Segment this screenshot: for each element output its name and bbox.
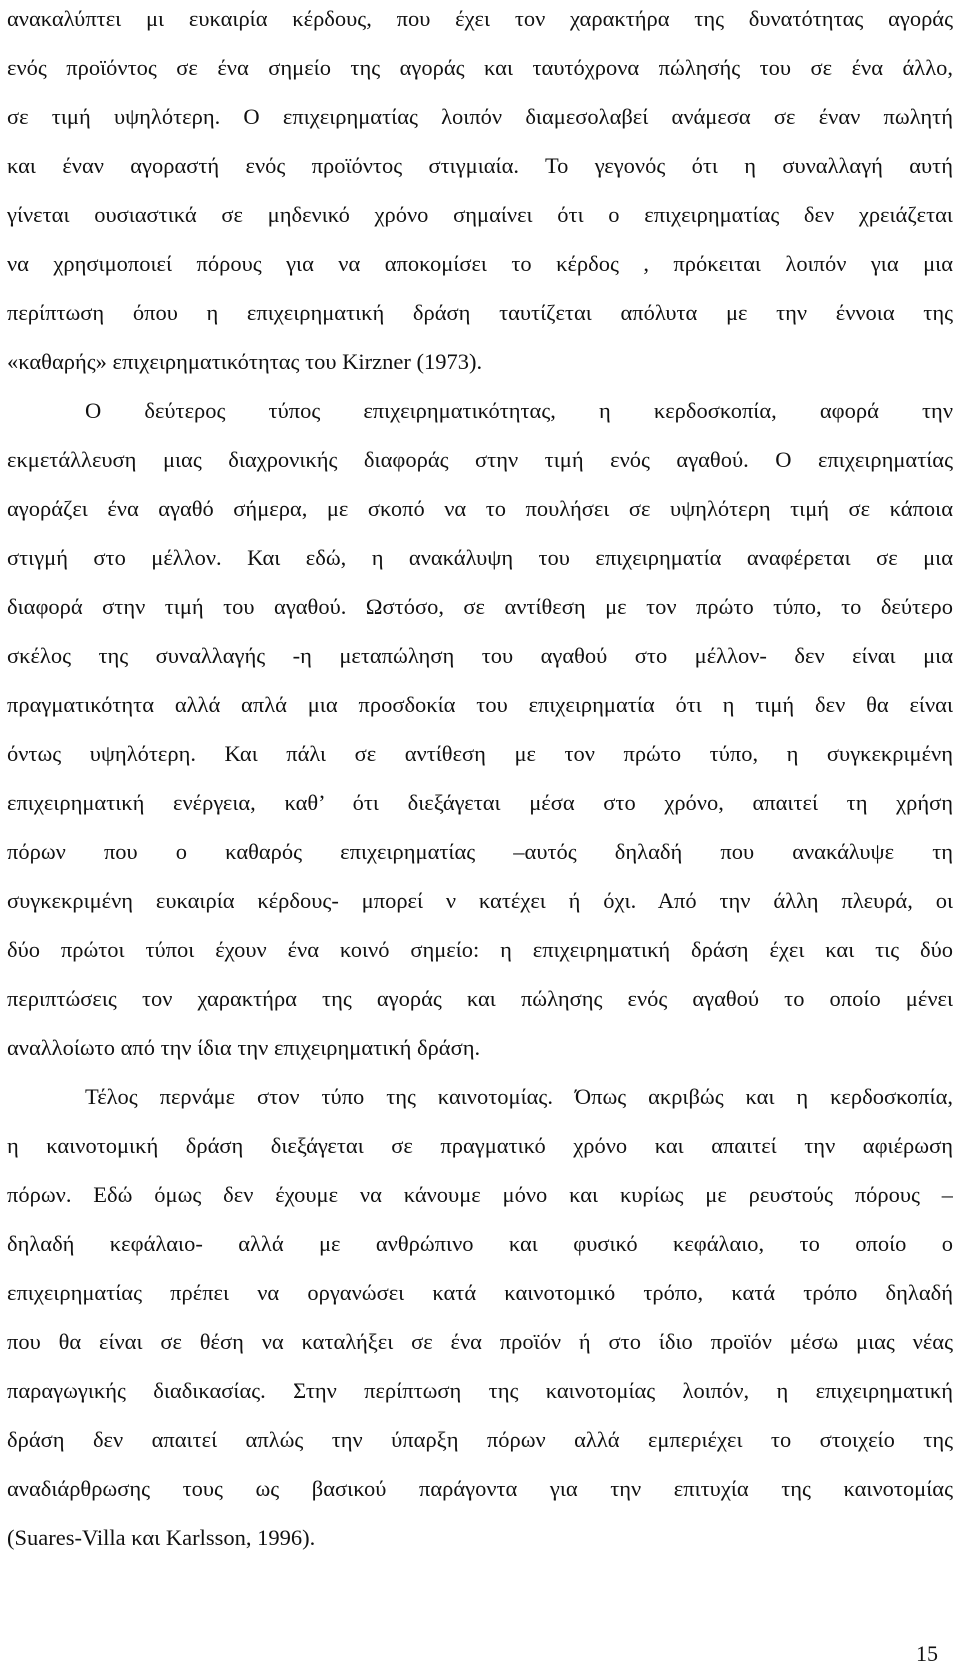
text-line: στιγμή στο μέλλον. Και εδώ, η ανακάλυψη του επιχειρηματία αναφέρεται σε μια xyxy=(7,545,953,570)
text-line: (Suares-Villa και Karlsson, 1996). xyxy=(7,1525,316,1550)
text-line: παραγωγικής διαδικασίας. Στην περίπτωση της καινοτομίας λοιπόν, η επιχειρηματική xyxy=(7,1378,953,1403)
text-line: πόρων που ο καθαρός επιχειρηματίας –αυτός δηλαδή που ανακάλυψε τη xyxy=(7,839,953,864)
text-line: σκέλος της συναλλαγής -η μεταπώληση του αγαθού στο μέλλον- δεν είναι μια xyxy=(7,643,953,668)
text-line: αναλλοίωτο από την ίδια την επιχειρηματική δράση. xyxy=(7,1035,481,1060)
text-line: Ο δεύτερος τύπος επιχειρηματικότητας, η κερδοσκοπία, αφορά την xyxy=(85,398,953,423)
text-line: αναδιάρθρωσης τους ως βασικού παράγοντα για την επιτυχία της καινοτομίας xyxy=(7,1476,953,1501)
text-line: Τέλος περνάμε στον τύπο της καινοτομίας. Όπως ακριβώς και η κερδοσκοπία, xyxy=(85,1084,953,1109)
text-line: πόρων. Εδώ όμως δεν έχουμε να κάνουμε μόνο και κυρίως με ρευστούς πόρους – xyxy=(7,1182,953,1207)
paragraph-1 xyxy=(7,0,953,386)
text-line: που θα είναι σε θέση να καταλήξει σε ένα προϊόν ή στο ίδιο προϊόν μέσω μιας νέας xyxy=(7,1329,953,1354)
text-line: διαφορά στην τιμή του αγαθού. Ωστόσο, σε αντίθεση με τον πρώτο τύπο, το δεύτερο xyxy=(7,594,953,619)
paragraph-3 xyxy=(7,1072,953,1562)
text-line: ανακαλύπτει μι ευκαιρία κέρδους, που έχει τον χαρακτήρα της δυνατότητας αγοράς xyxy=(7,6,953,31)
text-line: επιχειρηματίας πρέπει να οργανώσει κατά καινοτομικό τρόπο, κατά τρόπο δηλαδή xyxy=(7,1280,953,1305)
text-line: περίπτωση όπου η επιχειρηματική δράση ταυτίζεται απόλυτα με την έννοια της xyxy=(7,300,953,325)
text-line: να χρησιμοποιεί πόρους για να αποκομίσει το κέρδος , πρόκειται λοιπόν για μια xyxy=(7,251,953,276)
text-line: συγκεκριμένη ευκαιρία κέρδους- μπορεί ν κατέχει ή όχι. Από την άλλη πλευρά, οι xyxy=(7,888,953,913)
text-line: γίνεται ουσιαστικά σε μηδενικό χρόνο σημαίνει ότι ο επιχειρηματίας δεν χρειάζεται xyxy=(7,202,953,227)
text-line: πραγματικότητα αλλά απλά μια προσδοκία του επιχειρηματία ότι η τιμή δεν θα είναι xyxy=(7,692,953,717)
body-text xyxy=(7,0,953,1562)
text-line: αγοράζει ένα αγαθό σήμερα, με σκοπό να το πουλήσει σε υψηλότερη τιμή σε κάποια xyxy=(7,496,953,521)
text-line: εκμετάλλευση μιας διαχρονικής διαφοράς στην τιμή ενός αγαθού. Ο επιχειρηματίας xyxy=(7,447,953,472)
text-line: «καθαρής» επιχειρηματικότητας του Kirzner (1973). xyxy=(7,349,483,374)
text-line: η καινοτομική δράση διεξάγεται σε πραγματικό χρόνο και απαιτεί την αφιέρωση xyxy=(7,1133,953,1158)
text-line: περιπτώσεις τον χαρακτήρα της αγοράς και πώλησης ενός αγαθού το οποίο μένει xyxy=(7,986,953,1011)
text-line: σε τιμή υψηλότερη. Ο επιχειρηματίας λοιπόν διαμεσολαβεί ανάμεσα σε έναν πωλητή xyxy=(7,104,953,129)
text-line: δύο πρώτοι τύποι έχουν ένα κοινό σημείο: η επιχειρηματική δράση έχει και τις δύο xyxy=(7,937,953,962)
text-line: επιχειρηματική ενέργεια, καθ’ ότι διεξάγεται μέσα στο χρόνο, απαιτεί τη χρήση xyxy=(7,790,953,815)
text-line: ενός προϊόντος σε ένα σημείο της αγοράς και ταυτόχρονα πώλησής του σε ένα άλλο, xyxy=(7,55,953,80)
page-number: 15 xyxy=(916,1641,938,1666)
text-line: και έναν αγοραστή ενός προϊόντος στιγμιαία. Το γεγονός ότι η συναλλαγή αυτή xyxy=(7,153,953,178)
text-line: δράση δεν απαιτεί απλώς την ύπαρξη πόρων αλλά εμπεριέχει το στοιχείο της xyxy=(7,1427,953,1452)
text-line: δηλαδή κεφάλαιο- αλλά με ανθρώπινο και φυσικό κεφάλαιο, το οποίο ο xyxy=(7,1231,953,1256)
paragraph-2 xyxy=(7,386,953,1072)
text-line: όντως υψηλότερη. Και πάλι σε αντίθεση με τον πρώτο τύπο, η συγκεκριμένη xyxy=(7,741,953,766)
